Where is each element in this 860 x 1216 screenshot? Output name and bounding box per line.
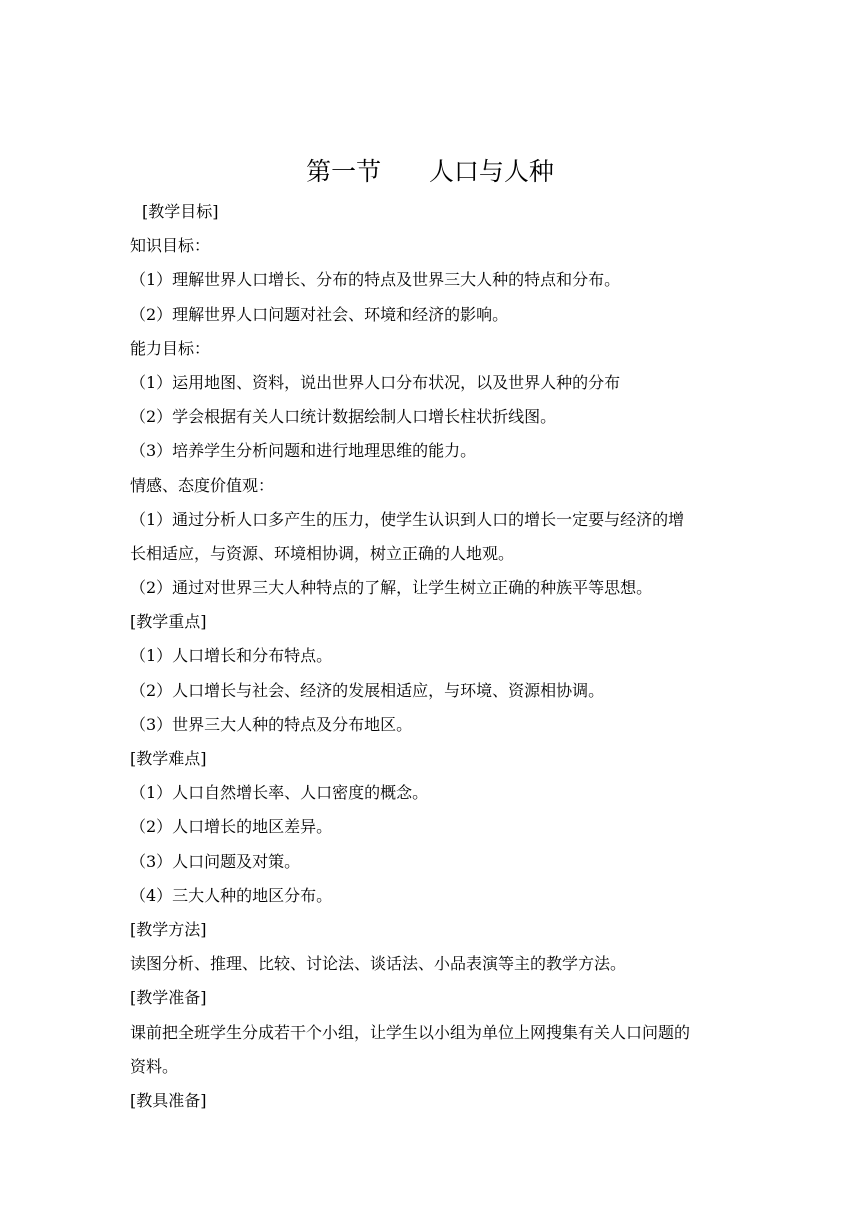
section-heading-difficulties: [教学难点] <box>130 749 207 768</box>
paragraph-preparation: 课前把全班学生分成若干个小组，让学生以小组为单位上网搜集有关人口问题的 <box>130 1022 691 1042</box>
list-item: （1）人口增长和分布特点。 <box>130 646 333 666</box>
list-item: （2）理解世界人口问题对社会、环境和经济的影响。 <box>130 304 509 324</box>
list-item: （3）世界三大人种的特点及分布地区。 <box>130 714 413 734</box>
section-heading-key-points: [教学重点] <box>130 612 207 632</box>
list-item: （1）通过分析人口多产生的压力，使学生认识到人口的增长一定要与经济的增 <box>130 509 685 529</box>
list-item: （3）人口问题及对策。 <box>130 851 301 871</box>
section-heading-teaching-goals: [教学目标] <box>142 202 219 221</box>
list-item: （1）运用地图、资料，说出世界人口分布状况，以及世界人种的分布 <box>130 372 621 392</box>
list-item: （2）学会根据有关人口统计数据绘制人口增长柱状折线图。 <box>130 407 557 427</box>
list-item-continuation: 长相适应，与资源、环境相协调，树立正确的人地观。 <box>130 543 515 563</box>
section-heading-preparation: [教学准备] <box>130 988 207 1008</box>
section-heading-methods: [教学方法] <box>130 919 207 939</box>
list-item: （2）通过对世界三大人种特点的了解，让学生树立正确的种族平等思想。 <box>130 578 653 598</box>
page-title: 第一节 人口与人种 <box>306 157 554 186</box>
section-heading-teaching-aids: [教具准备] <box>130 1090 207 1110</box>
subheading-ability-goals: 能力目标： <box>130 338 211 358</box>
subheading-knowledge-goals: 知识目标： <box>130 236 211 256</box>
list-item: （2）人口增长与社会、经济的发展相适应，与环境、资源相协调。 <box>130 680 605 700</box>
list-item: （4）三大人种的地区分布。 <box>130 885 333 905</box>
subheading-attitude-values: 情感、态度价值观： <box>130 475 275 495</box>
document-body <box>130 195 740 1118</box>
list-item: （1）理解世界人口增长、分布的特点及世界三大人种的特点和分布。 <box>130 270 621 290</box>
list-item: （2）人口增长的地区差异。 <box>130 817 333 837</box>
list-item: （1）人口自然增长率、人口密度的概念。 <box>130 783 429 803</box>
paragraph-preparation-continuation: 资料。 <box>130 1056 179 1076</box>
paragraph-methods: 读图分析、推理、比较、讨论法、谈话法、小品表演等主的教学方法。 <box>130 954 627 974</box>
list-item: （3）培养学生分析问题和进行地理思维的能力。 <box>130 441 477 461</box>
